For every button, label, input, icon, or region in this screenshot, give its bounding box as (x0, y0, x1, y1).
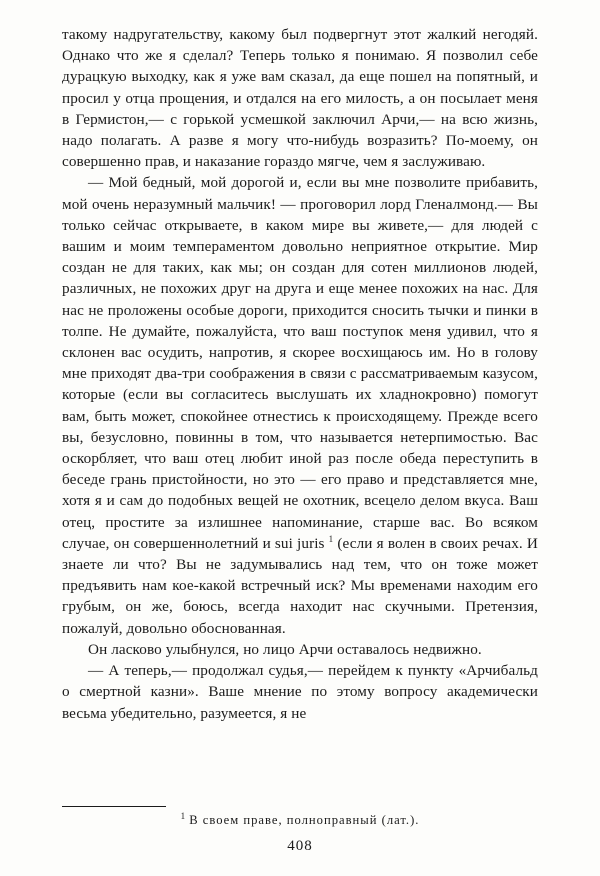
paragraph-1: такому надругательству, какому был подвергнут этот жалкий негодяй. Однако что же я сделал? Теперь только я понимаю. Я позволил себе дурацкую выходку, как я уже вам сказал, да еще пошел на попятный, и просил у отца прощения, и отдался на его милость, а он посылает меня в Гермистон,— с горькой усмешкой заключил Арчи,— на всю жизнь, надо полагать. А разве я могу что-нибудь возразить? По-моему, он совершенно прав, и наказание гораздо мягче, чем я заслуживаю. (62, 26, 538, 171)
footnote-reference-marker: 1 (328, 533, 334, 544)
paragraph-2-text-after-footnote: (если я волен в своих речах. И знаете ли что? Вы не задумывались над тем, что он тоже может предъявить нам кое-какой встречный иск? Мы временами находим его грубым, он же, боюсь, всегда находит нас скучными. Претензия, пожалуй, довольно обоснованная. (62, 534, 538, 637)
paragraph-2-text-before-footnote: — Мой бедный, мой дорогой и, если вы мне позволите прибавить, мой очень неразумный мальчик! — проговорил лорд Гленалмонд.— Вы только сейчас открываете, в каком мире вы живете,— для людей с вашим и моим темпераментом довольно неприятное открытие. Мир создан не для таких, как мы; он создан для сотен миллионов людей, различных, не похожих друг на друга и еще менее похожих на нас. Для нас не проложены особые дороги, приходится сносить тычки и пинки в толпе. Не думайте, пожалуйста, что ваш поступок меня удивил, что я склонен вас осудить, напротив, я скорее восхищаюсь им. Но в голову мне приходят два-три соображения в связи с рассматриваемым казусом, которые (если вы согласитесь выслушать их хладнокровно) помогут вам, быть может, спокойнее отнестись к происходящему. Прежде всего вы, безусловно, повинны в том, что называется нетерпимостью. Вас оскорбляет, что ваш отец любит иной раз после обеда переступить в беседе грань пристойности, но это — его право и представляется мне, хотя я и сам до подобных вещей не охотник, всецело делом вкуса. Ваш отец, простите за излишнее напоминание, старше вас. Во всяком случае, он совершеннолетний и sui juris (62, 174, 538, 552)
footnote-separator-rule (62, 806, 166, 807)
footnote-marker: 1 (180, 810, 186, 821)
paragraph-2 (62, 172, 538, 638)
page-number: 408 (287, 838, 313, 854)
footnote (62, 812, 538, 828)
page-body (62, 24, 538, 724)
footnote-text: В своем праве, полноправный (лат.). (189, 813, 420, 827)
paragraph-4: — А теперь,— продолжал судья,— перейдем к пункту «Арчибальд о смертной казни». Ваше мнение по этому вопросу академически весьма убедительно, разумеется, я не (62, 662, 538, 722)
paragraph-3: Он ласково улыбнулся, но лицо Арчи оставалось недвижно. (88, 640, 482, 658)
